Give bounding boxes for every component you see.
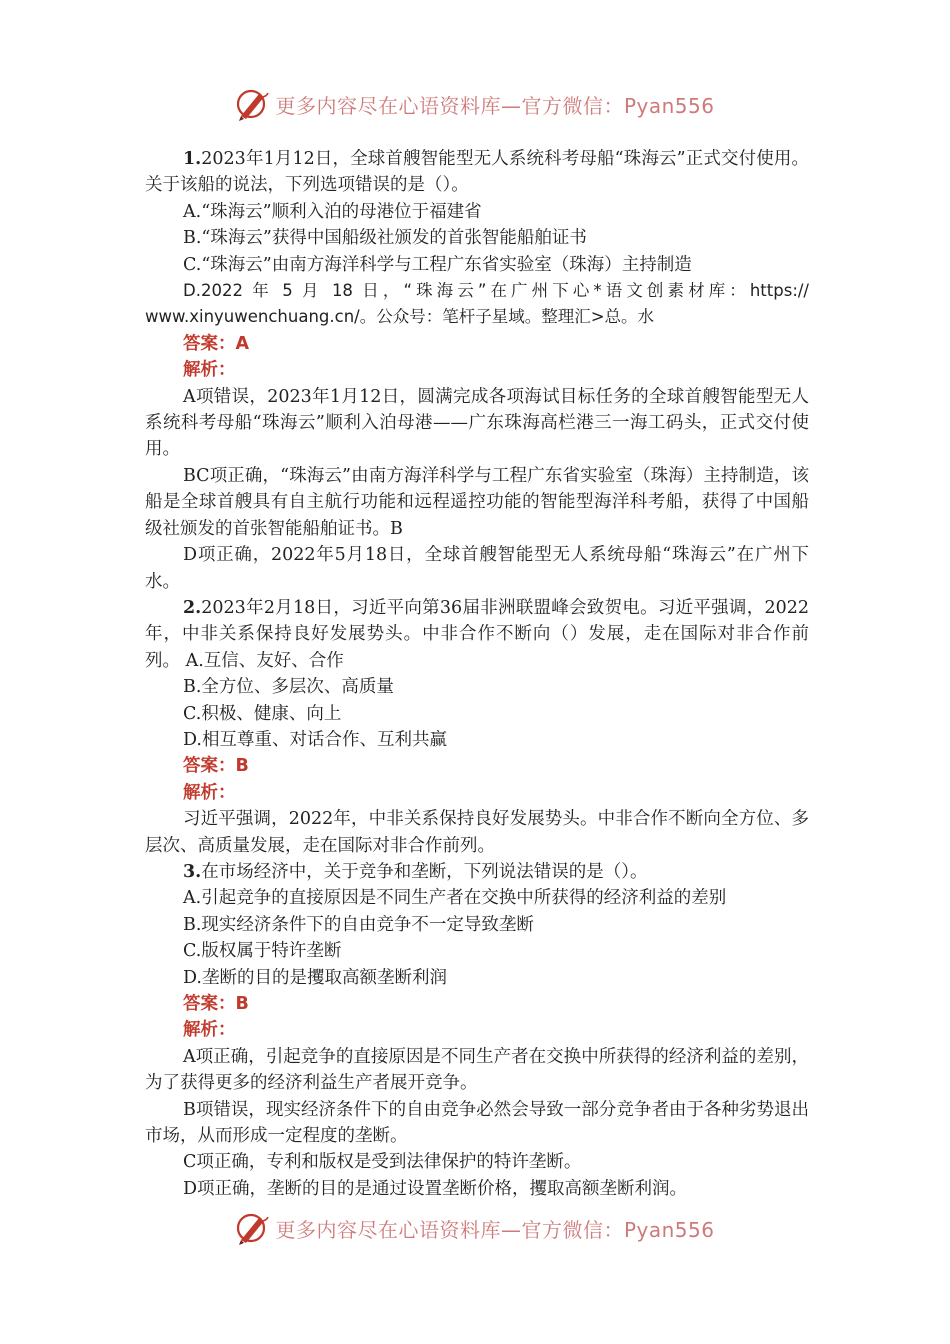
q1-answer: 答案：A xyxy=(183,333,250,354)
question-3-stem: 3.在市场经济中，关于竞争和垄断，下列说法错误的是（）。 xyxy=(183,861,648,882)
q3-analysis-label: 解析： xyxy=(183,1020,236,1041)
q1-analysis-paragraph: A项错误，2023年1月12日，圆满完成各项海试目标任务的全球首艘智能型无人系统科考母船“珠海云”顺利入泊母港——广东珠海高栏港三一海工码头，正式交付使用。 xyxy=(145,386,809,460)
q3-analysis-paragraph: C项正确，专利和版权是受到法律保护的特许垄断。 xyxy=(183,1152,582,1173)
q3-option-d: D.垄断的目的是攫取高额垄断利润 xyxy=(183,967,447,988)
q1-option-d: D.2022 年 5 月 18 日，“珠海云”在广州下心*语文创素材库：https:// www.xinyuwenchuang.cn/。公众号：笔杆子星域。整理汇>总。水 xyxy=(145,281,809,327)
question-2-stem: 2.2023年2月18日，习近平向第36届非洲联盟峰会致贺电。习近平强调，2022年，中非关系保持良好发展势头。中非合作不断向（）发展，走在国际对非合作前列。 A.互信、友好、合作 xyxy=(145,597,809,671)
q2-analysis-paragraph: 习近平强调，2022年，中非关系保持良好发展势头。中非合作不断向全方位、多层次、高质量发展，走在国际对非合作前列。 xyxy=(145,809,809,856)
banner-text: 更多内容尽在心语资料库—官方微信：Pyan556 xyxy=(275,1217,715,1242)
q1-analysis-paragraph: D项正确，2022年5月18日，全球首艘智能型无人系统母船“珠海云”在广州下水。 xyxy=(145,545,809,592)
q3-option-c: C.版权属于特许垄断 xyxy=(183,941,342,962)
question-1-stem: 1.2023年1月12日，全球首艘智能型无人系统科考母船“珠海云”正式交付使用。关于该船的说法，下列选项错误的是（）。 xyxy=(145,149,809,196)
q3-analysis-paragraph: A项正确，引起竞争的直接原因是不同生产者在交换中所获得的经济利益的差别，为了获得更多的经济利益生产者展开竞争。 xyxy=(145,1046,809,1094)
q2-option-b: B.全方位、多层次、高质量 xyxy=(183,677,394,698)
q1-analysis-label: 解析： xyxy=(183,360,236,381)
q1-option-c: C.“珠海云”由南方海洋科学与工程广东省实验室（珠海）主持制造 xyxy=(183,254,692,275)
q2-option-d: D.相互尊重、对话合作、互利共赢 xyxy=(183,729,447,750)
q3-answer: 答案：B xyxy=(183,994,249,1014)
q3-analysis-paragraph: D项正确，垄断的目的是通过设置垄断价格，攫取高额垄断利润。 xyxy=(183,1178,688,1199)
document-body xyxy=(145,146,809,1202)
q3-option-a: A.引起竞争的直接原因是不同生产者在交换中所获得的经济利益的差别 xyxy=(183,888,727,909)
pen-logo-icon xyxy=(235,1210,271,1246)
q2-option-c: C.积极、健康、向上 xyxy=(183,703,342,724)
pen-logo-icon xyxy=(235,86,271,122)
q3-analysis-paragraph: B项错误，现实经济条件下的自由竞争必然会导致一部分竞争者由于各种劣势退出市场，从而形成一定程度的垄断。 xyxy=(145,1099,809,1147)
q1-option-a: A.“珠海云”顺利入泊的母港位于福建省 xyxy=(183,201,482,222)
q2-answer: 答案：B xyxy=(183,756,249,777)
q3-option-b: B.现实经济条件下的自由竞争不一定导致垄断 xyxy=(183,914,534,935)
q2-analysis-label: 解析： xyxy=(183,782,236,803)
banner-text: 更多内容尽在心语资料库—官方微信：Pyan556 xyxy=(275,93,715,118)
q1-analysis-paragraph: BC项正确，“珠海云”由南方海洋科学与工程广东省实验室（珠海）主持制造，该船是全球首艘具有自主航行功能和远程遥控功能的智能型海洋科考船，获得了中国船级社颁发的首张智能船舶证书。B xyxy=(145,465,809,539)
q1-option-b: B.“珠海云”获得中国船级社颁发的首张智能船舶证书 xyxy=(183,228,587,249)
footer-banner xyxy=(0,1208,950,1248)
header-banner xyxy=(0,84,950,124)
